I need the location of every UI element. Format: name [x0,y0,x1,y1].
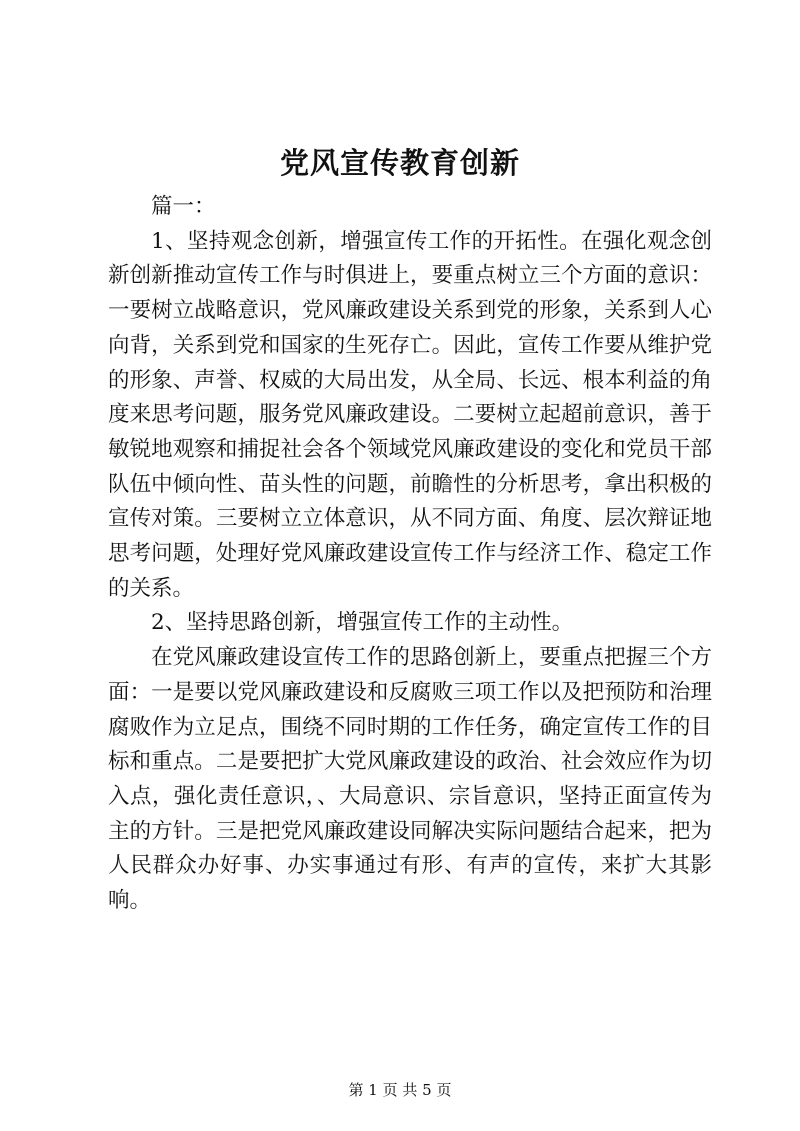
document-body [108,190,712,919]
paragraph-2: 2、坚持思路创新，增强宣传工作的主动性。 [151,610,574,636]
section-heading: 篇一： [151,194,216,219]
document-title: 党风宣传教育创新 [279,146,520,180]
page-number-footer: 第 1 页 共 5 页 [348,1081,452,1099]
paragraph-1: 1、坚持观念创新，增强宣传工作的开拓性。在强化观念创新创新推动宣传工作与时俱进上，要重点树立三个方面的意识：一要树立战略意识，党风廉政建设关系到党的形象，关系到人心向背，关系到党和国家的生死存亡。因此，宣传工作要从维护党的形象、声誉、权威的大局出发，从全局、长远、根本利益的角度来思考问题，服务党风廉政建设。二要树立起超前意识，善于敏锐地观察和捕捉社会各个领域党风廉政建设的变化和党员干部队伍中倾向性、苗头性的问题，前瞻性的分析思考，拿出积极的宣传对策。三要树立立体意识，从不同方面、角度、层次辩证地思考问题，处理好党风廉政建设宣传工作与经济工作、稳定工作的关系。 [108,228,712,601]
paragraph-3: 在党风廉政建设宣传工作的思路创新上，要重点把握三个方面：一是要以党风廉政建设和反腐败三项工作以及把预防和治理腐败作为立足点，围绕不同时期的工作任务，确定宣传工作的目标和重点。二是要把扩大党风廉政建设的政治、社会效应作为切入点，强化责任意识，、大局意识、宗旨意识，坚持正面宣传为主的方针。三是把党风廉政建设同解决实际问题结合起来，把为人民群众办好事、办实事通过有形、有声的宣传，来扩大其影响。 [108,645,712,914]
